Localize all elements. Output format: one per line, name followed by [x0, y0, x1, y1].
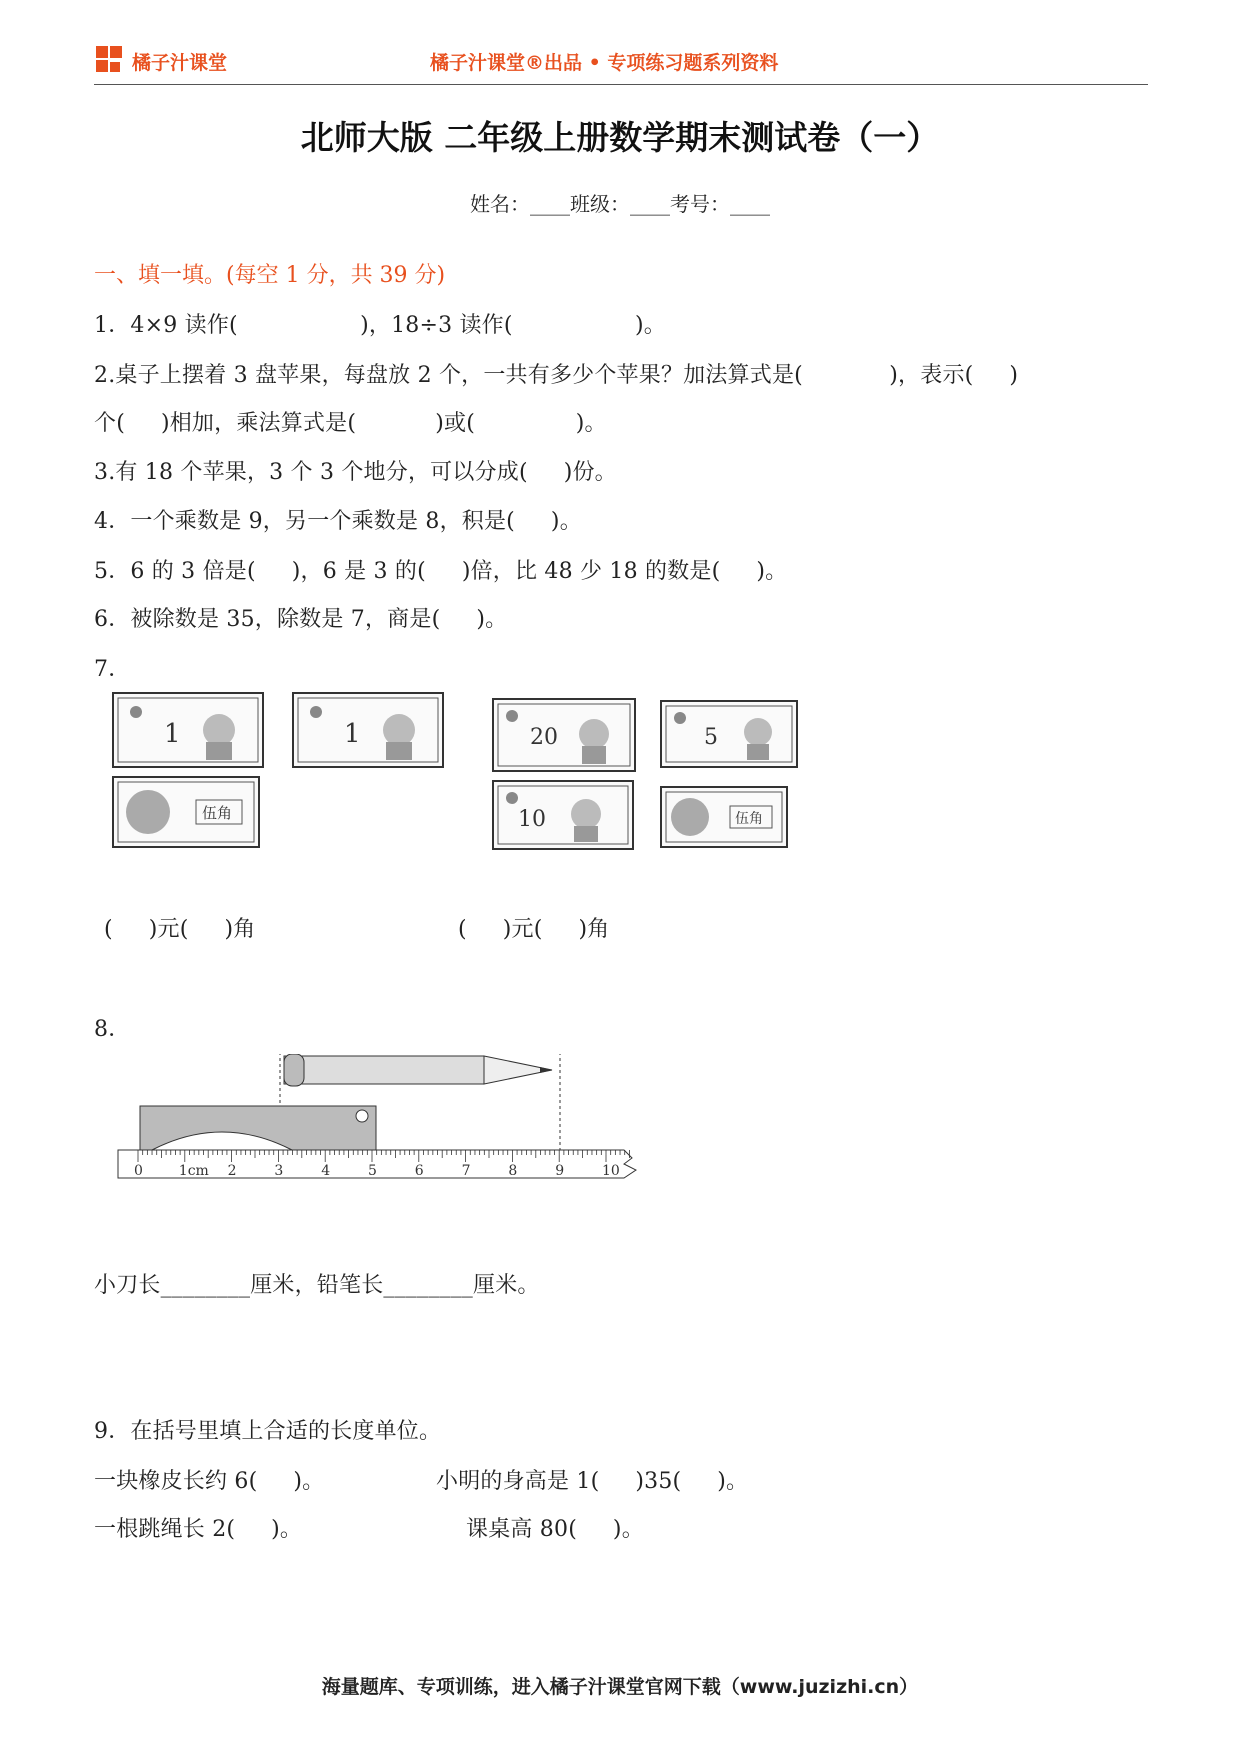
banknote-20-yuan	[492, 698, 636, 772]
svg-text:5: 5	[704, 725, 718, 750]
svg-text:10: 10	[518, 807, 546, 832]
knife-icon	[140, 1106, 376, 1150]
question-9-height: 小明的身高是 1( )35( )。	[436, 1469, 749, 1494]
svg-text:伍角: 伍角	[735, 811, 763, 827]
section-1-title: 一、填一填。(每空 1 分，共 39 分)	[94, 263, 446, 288]
question-8-answer: 小刀长________厘米，铅笔长________厘米。	[94, 1273, 540, 1298]
question-9-rope: 一根跳绳长 2( )。	[94, 1517, 303, 1542]
svg-text:1: 1	[344, 719, 361, 749]
ruler-label: 0	[134, 1163, 143, 1179]
question-3: 3.有 18 个苹果，3 个 3 个地分，可以分成( )份。	[94, 460, 617, 485]
footer-text: 海量题库、专项训练，进入橘子汁课堂官网下载（www.juzizhi.cn）	[321, 1676, 919, 1698]
banknote-5-jiao	[112, 776, 260, 848]
question-9: 9．在括号里填上合适的长度单位。	[94, 1419, 442, 1444]
question-2-line-2: 个( )相加，乘法算式是( )或( )。	[94, 411, 607, 436]
svg-text:伍角: 伍角	[202, 804, 233, 822]
question-7: 7．	[94, 657, 131, 682]
ruler-label: 6	[414, 1163, 424, 1179]
ruler-illustration	[112, 1054, 652, 1188]
question-8: 8．	[94, 1017, 131, 1042]
banknote-5-yuan	[660, 700, 798, 768]
question-2-line-1: 2.桌子上摆着 3 盘苹果，每盘放 2 个，一共有多少个苹果？加法算式是( )，表示( )	[94, 363, 1019, 388]
header-tagline: 橘子汁课堂®出品 • 专项练习题系列资料	[430, 52, 779, 74]
question-7-answer-right: ( )元( )角	[458, 917, 610, 942]
student-info-line: 姓名：____班级：____考号：____	[470, 192, 770, 216]
question-6: 6．被除数是 35，除数是 7，商是( )。	[94, 607, 508, 632]
question-1: 1．4×9 读作( )，18÷3 读作( )。	[94, 313, 666, 338]
ruler-label: 5	[368, 1163, 377, 1179]
header-divider	[94, 84, 1148, 85]
question-9-desk: 课桌高 80( )。	[466, 1517, 644, 1542]
ruler-label: 10	[602, 1163, 620, 1179]
question-5: 5．6 的 3 倍是( )，6 是 3 的( )倍，比 48 少 18 的数是( )。	[94, 559, 788, 584]
brand-logo	[96, 44, 227, 78]
page-title: 北师大版 二年级上册数学期末测试卷（一）	[300, 118, 940, 157]
question-7-answer-left: ( )元( )角	[104, 917, 256, 942]
logo-text: 橘子汁课堂	[132, 51, 228, 74]
logo-mark-icon	[96, 46, 126, 76]
ruler-icon	[118, 1150, 636, 1179]
ruler-label: 1cm	[178, 1163, 209, 1179]
question-4: 4．一个乘数是 9，另一个乘数是 8，积是( )。	[94, 509, 582, 534]
banknote-10-yuan	[492, 780, 634, 850]
svg-text:1: 1	[164, 719, 181, 749]
question-9-eraser: 一块橡皮长约 6( )。	[94, 1469, 325, 1494]
banknote-1-yuan	[112, 692, 264, 768]
ruler-label: 4	[321, 1163, 331, 1179]
ruler-label: 2	[227, 1163, 237, 1179]
ruler-label: 8	[508, 1163, 518, 1179]
banknote-5-jiao	[660, 786, 788, 848]
svg-text:20: 20	[530, 725, 558, 750]
ruler-label: 9	[555, 1163, 565, 1179]
ruler-label: 7	[461, 1163, 471, 1179]
ruler-label: 3	[274, 1163, 284, 1179]
banknote-1-yuan	[292, 692, 444, 768]
